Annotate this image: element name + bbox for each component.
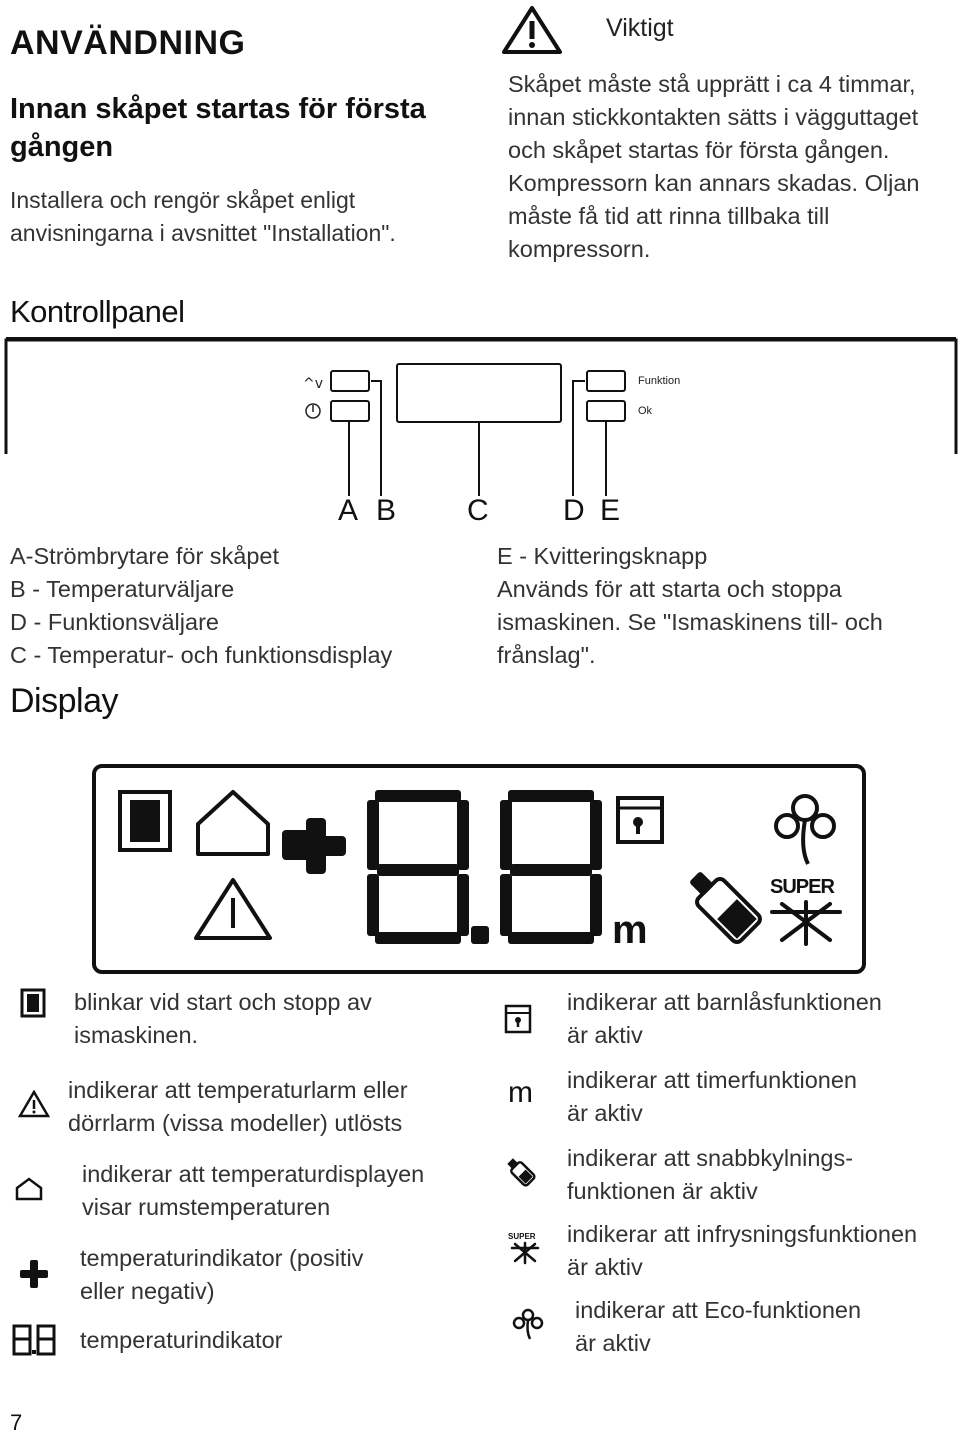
label-a: A [338, 494, 359, 527]
desc-line: är aktiv [575, 1330, 651, 1356]
desc-line: visar rumstemperaturen [82, 1194, 331, 1220]
legend-item: A-Strömbrytare för skåpet [10, 543, 280, 569]
icon-desc-ice [74, 986, 372, 1052]
legend-item: Används för att starta och stoppa [497, 576, 842, 602]
ok-button-label: Ok [638, 405, 653, 417]
desc-line: är aktiv [567, 1254, 643, 1280]
digits-icon [12, 1324, 58, 1358]
bottle-icon [504, 1154, 536, 1188]
warning-triangle-icon [500, 4, 564, 56]
label-e: E [600, 494, 621, 527]
desc-line: indikerar att Eco-funktionen [575, 1297, 862, 1323]
desc-line: funktionen är aktiv [567, 1178, 758, 1204]
warning-title: Viktigt [606, 14, 674, 42]
ice-container-icon [20, 988, 46, 1018]
label-d: D [563, 494, 585, 527]
super-label: SUPER [770, 876, 834, 898]
warning-text: Skåpet måste stå upprätt i ca 4 timmar, innan stickkontakten sätts i vägguttaget och skåpet startas för första gången. Kompressorn kan annars skadas. Oljan måste få tid att rinna tillbaka till kompressorn. [508, 71, 920, 262]
page-title: ANVÄNDNING [10, 24, 246, 62]
icon-desc-bottle [567, 1142, 853, 1208]
plus-icon [18, 1258, 50, 1290]
timer-m-icon: m [508, 1076, 533, 1109]
desc-line: är aktiv [567, 1022, 643, 1048]
svg-text:^v: ^v [303, 376, 324, 392]
desc-line: eller negativ) [80, 1278, 215, 1304]
desc-line: temperaturindikator (positiv [80, 1245, 364, 1271]
icon-desc-lock [567, 986, 882, 1052]
icon-desc-plus [80, 1242, 363, 1308]
super-freeze-label: SUPER [508, 1232, 536, 1241]
control-legend-right [497, 540, 883, 672]
legend-item: frånslag". [497, 642, 596, 668]
legend-item: C - Temperatur- och funktionsdisplay [10, 642, 393, 668]
desc-line: temperaturindikator [80, 1327, 283, 1353]
legend-item: ismaskinen. Se "Ismaskinens till- och [497, 609, 883, 635]
legend-item: B - Temperaturväljare [10, 576, 235, 602]
desc-line: indikerar att snabbkylnings- [567, 1145, 854, 1171]
child-lock-icon [504, 1004, 532, 1034]
icon-desc-warning [68, 1074, 408, 1140]
section-subtitle: Innan skåpet startas för första gången [10, 93, 426, 163]
super-freeze-icon [508, 1232, 542, 1267]
label-b: B [376, 494, 397, 527]
desc-line: blinkar vid start och stopp av [74, 989, 372, 1015]
legend-item: D - Funktionsväljare [10, 609, 219, 635]
eco-icon [512, 1308, 544, 1342]
desc-line: är aktiv [567, 1100, 643, 1126]
control-panel-heading: Kontrollpanel [10, 294, 185, 329]
control-legend-left [10, 540, 392, 672]
icon-desc-eco [575, 1294, 861, 1360]
desc-line: indikerar att temperaturlarm eller [68, 1077, 408, 1103]
function-button-label: Funktion [638, 375, 681, 387]
page-number: 7 [10, 1410, 23, 1435]
desc-line: indikerar att timerfunktionen [567, 1067, 857, 1093]
warning-icon [18, 1090, 50, 1118]
intro-text: Installera och rengör skåpet enligt anvisningarna i avsnittet "Installation". [10, 187, 396, 246]
icon-desc-super [567, 1218, 917, 1284]
desc-line: dörrlarm (vissa modeller) utlösts [68, 1110, 403, 1136]
desc-line: indikerar att infrysningsfunktionen [567, 1221, 918, 1247]
desc-line: ismaskinen. [74, 1022, 199, 1048]
desc-line: indikerar att temperaturdisplayen [82, 1161, 425, 1187]
m-label: m [612, 908, 648, 952]
label-c: C [467, 494, 489, 527]
house-icon [14, 1176, 44, 1202]
display-heading: Display [10, 682, 118, 720]
icon-desc-house [82, 1158, 424, 1224]
legend-item: E - Kvitteringsknapp [497, 543, 708, 569]
desc-line: indikerar att barnlåsfunktionen [567, 989, 882, 1015]
icon-desc-digits [80, 1324, 282, 1357]
display-diagram [90, 762, 870, 977]
icon-desc-timer [567, 1064, 857, 1130]
